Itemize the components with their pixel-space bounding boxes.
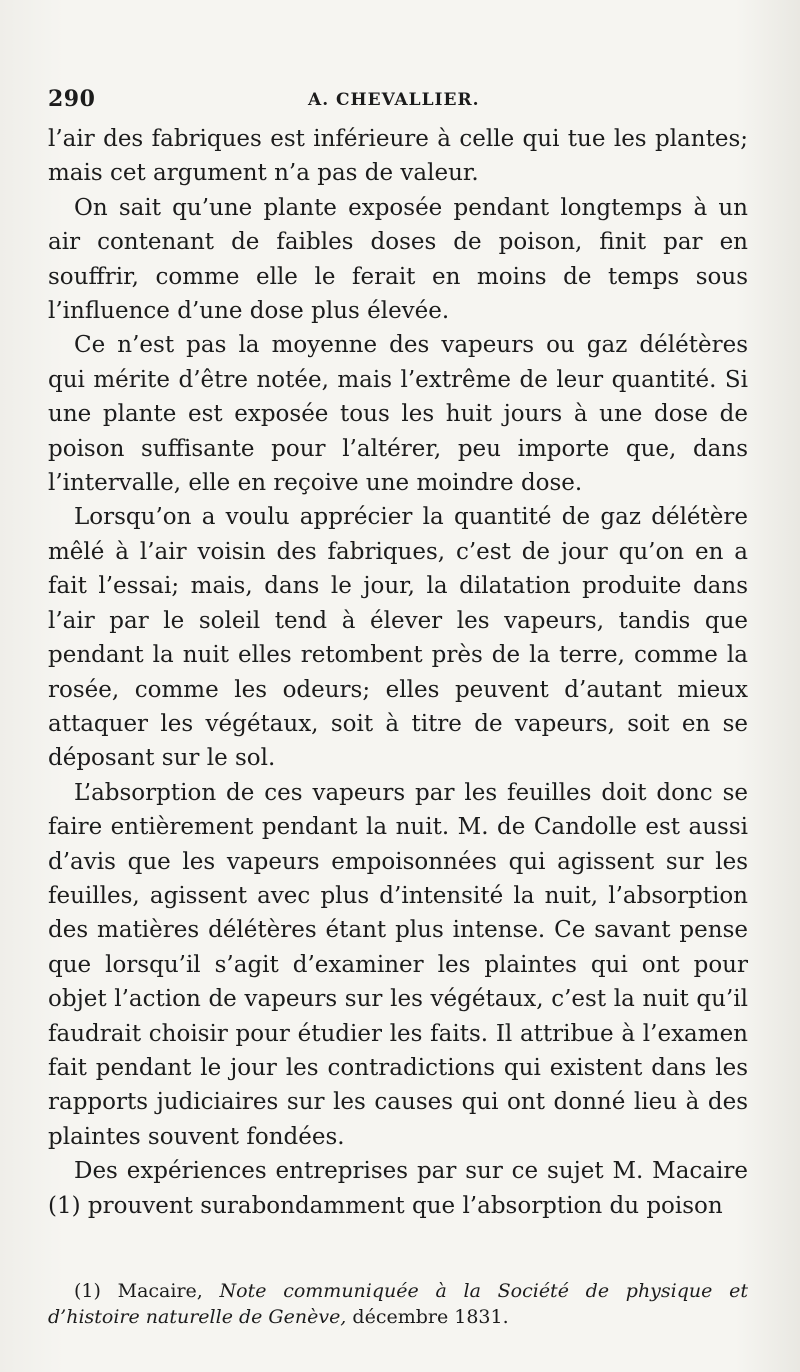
paragraph: On sait qu’une plante exposée pendant longtemps à un air contenant de faibles doses de poison, finit par en souffrir, comme elle le ferait en moins de temps sous l’influence d’une dose plus élevée. <box>48 194 748 325</box>
running-head: A. CHEVALLIER. <box>308 90 480 110</box>
footnotes <box>48 1278 748 1330</box>
paragraph: L’absorption de ces vapeurs par les feuilles doit donc se faire entièrement pendant la nuit. M. de Candolle est aussi d’avis que les vapeurs empoisonnées qui agissent sur les feuilles, agissent avec plus d’intensité la nuit, l’absorption des matières délétères étant plus intense. Ce savant pense que lorsqu’il s’agit d’examiner les plaintes qui ont pour objet l’action de vapeurs sur les végétaux, c’est la nuit qu’il faudrait choisir pour étudier les faits. Il attribue à l’examen fait pendant le jour les contradictions qui existent dans les rapports judiciaires sur les causes qui ont donné lieu à des plaintes souvent fondées. <box>48 779 748 1150</box>
footnote-title: Note communiquée à la Société de physique et d’histoire naturelle de Genève, <box>48 1280 748 1328</box>
page-number: 290 <box>48 86 96 112</box>
footnote <box>48 1278 748 1330</box>
page-header <box>48 86 748 122</box>
paragraph: Ce n’est pas la moyenne des vapeurs ou gaz délétères qui mérite d’être notée, mais l’extrême de leur quantité. Si une plante est exposée tous les huit jours à une dose de poison suffisante pour l’altérer, peu importe que, dans l’intervalle, elle en reçoive une moindre dose. <box>48 332 748 497</box>
footnote-date: décembre 1831. <box>352 1306 509 1328</box>
paragraph: Lorsqu’on a voulu apprécier la quantité de gaz délétère mêlé à l’air voisin des fabriques, c’est de jour qu’on en a fait l’essai; mais, dans le jour, la dilatation produite dans l’air par le soleil tend à élever les vapeurs, tandis que pendant la nuit elles retombent près de la terre, comme la rosée, comme les odeurs; elles peuvent d’autant mieux attaquer les végétaux, soit à titre de vapeurs, soit en se déposant sur le sol. <box>48 504 748 772</box>
footnote-marker: (1) Macaire, <box>74 1280 203 1302</box>
paragraph: Des expériences entreprises par sur ce sujet M. Macaire (1) prouvent surabondamment que l’absorption du poison <box>48 1158 748 1219</box>
paragraph: l’air des fabriques est inférieure à celle qui tue les plantes; mais cet argument n’a pas de valeur. <box>48 126 748 187</box>
body-text <box>48 122 748 1223</box>
